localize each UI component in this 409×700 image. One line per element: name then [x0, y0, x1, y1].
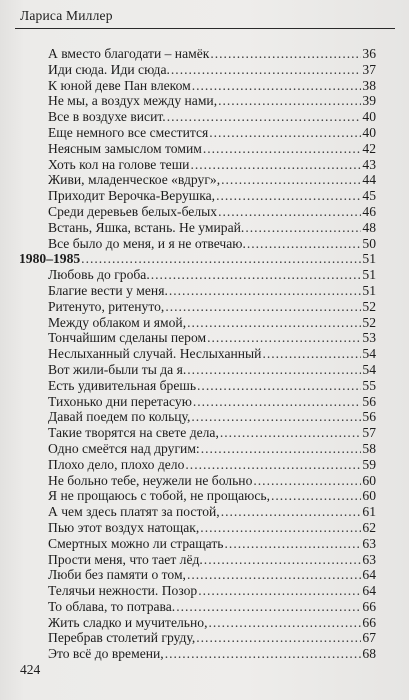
- entry-title: Жить сладко и мучительно,: [48, 614, 208, 630]
- entry-title: Я не прощаюсь с тобой, не прощаюсь,: [48, 488, 270, 504]
- entry-title: Встань, Яшка, встань. Не умирай.: [48, 219, 245, 235]
- entry-page-number: 62: [362, 519, 376, 535]
- toc-entry: [48, 552, 376, 568]
- entry-page-number: 46: [362, 203, 376, 219]
- entry-title: Все в воздухе висит.: [48, 109, 166, 125]
- running-head: Лариса Миллер: [20, 8, 113, 23]
- dot-leader: [207, 330, 361, 346]
- entry-title: Давай поедем по кольцу,: [48, 409, 191, 425]
- toc-entry: [48, 394, 376, 410]
- entry-page-number: 42: [362, 140, 376, 156]
- dot-leader: [165, 646, 361, 662]
- toc-entry: [48, 457, 376, 473]
- dot-leader: [185, 457, 361, 473]
- toc-entry: [48, 362, 376, 378]
- toc-entry: [48, 236, 376, 252]
- toc-entry: [48, 599, 376, 615]
- toc-entry: [48, 109, 376, 125]
- entry-page-number: 67: [362, 630, 376, 646]
- dot-leader: [196, 630, 361, 646]
- entry-page-number: 52: [362, 298, 376, 314]
- entry-title: А вместо благодати – намёк: [48, 46, 210, 61]
- toc-entry: [48, 283, 376, 299]
- toc-entry: [48, 125, 376, 141]
- entry-title: Тончайшим сделаны пером: [48, 330, 207, 346]
- dot-leader: [187, 315, 361, 331]
- dot-leader: [197, 378, 361, 394]
- toc-entry: [48, 630, 376, 646]
- entry-title: Среди деревьев белых-белых: [48, 203, 218, 219]
- entry-page-number: 55: [362, 377, 376, 393]
- dot-leader: [187, 362, 361, 378]
- toc-entry: [48, 378, 376, 394]
- entry-page-number: 60: [362, 488, 376, 504]
- dot-leader: [203, 141, 361, 157]
- entry-page-number: 58: [362, 440, 376, 456]
- dot-leader: [208, 615, 361, 631]
- header-rule: [15, 28, 395, 29]
- entry-page-number: 50: [362, 235, 376, 251]
- dot-leader: [187, 567, 361, 583]
- entry-title: Живи, младенческое «вдруг»,: [48, 172, 221, 188]
- toc-entry: [48, 567, 376, 583]
- dot-leader: [192, 78, 361, 94]
- dot-leader: [220, 425, 361, 441]
- toc-entry: [48, 93, 376, 109]
- entry-page-number: 54: [362, 346, 376, 362]
- section-title: 1980–1985: [19, 251, 81, 267]
- entry-page-number: 45: [362, 188, 376, 204]
- dot-leader: [253, 473, 361, 489]
- entry-title: Еще немного все сместится: [48, 124, 209, 140]
- toc-entry: [48, 204, 376, 220]
- entry-page-number: 63: [362, 551, 376, 567]
- toc-entry: [48, 583, 376, 599]
- toc-entry: [48, 78, 376, 94]
- dot-leader: [204, 552, 361, 568]
- entry-title: А чем здесь платят за постой,: [48, 504, 220, 520]
- toc-entry: [48, 536, 376, 552]
- entry-page-number: 40: [362, 109, 376, 125]
- toc-entry: [48, 299, 376, 315]
- toc-entry: [48, 409, 376, 425]
- entry-page-number: 43: [362, 156, 376, 172]
- toc-entry: [48, 425, 376, 441]
- dot-leader: [262, 346, 361, 362]
- entry-title: Такие творятся на свете дела,: [48, 425, 219, 441]
- table-of-contents: [19, 46, 376, 662]
- entry-title: К юной деве Пан влеком: [48, 77, 191, 93]
- entry-title: Телячьи нежности. Позор: [48, 583, 198, 599]
- dot-leader: [209, 125, 361, 141]
- toc-entry: [48, 157, 376, 173]
- entry-page-number: 36: [362, 46, 376, 61]
- dot-leader: [190, 157, 361, 173]
- entry-page-number: 59: [362, 456, 376, 472]
- entry-title: Одно смеётся над другим:: [48, 440, 200, 456]
- dot-leader: [151, 267, 361, 283]
- dot-leader: [171, 62, 361, 78]
- toc-entry: [48, 646, 376, 662]
- entry-title: Ритенуто, ритенуто,: [48, 298, 165, 314]
- entry-title: Смертных можно ли стращать: [48, 535, 224, 551]
- entry-title: Плохо дело, плохо дело: [48, 456, 185, 472]
- entry-page-number: 44: [362, 172, 376, 188]
- entry-page-number: 53: [362, 330, 376, 346]
- entry-page-number: 56: [362, 393, 376, 409]
- entry-title: Хоть кол на голове теши: [48, 156, 190, 172]
- entry-page-number: 51: [362, 251, 376, 267]
- entry-title: Все было до меня, и я не отвечаю.: [48, 235, 246, 251]
- entry-title: Люби без памяти о том,: [48, 567, 186, 583]
- dot-leader: [167, 109, 361, 125]
- toc-entry: [48, 172, 376, 188]
- dot-leader: [216, 188, 361, 204]
- entry-page-number: 39: [362, 93, 376, 109]
- toc-entry: [48, 46, 376, 62]
- entry-title: Благие вести у меня.: [48, 282, 168, 298]
- entry-title: Неясным замыслом томим: [48, 140, 202, 156]
- entry-title: Между облаком и ямой,: [48, 314, 187, 330]
- entry-page-number: 37: [362, 61, 376, 77]
- dot-leader: [169, 283, 361, 299]
- toc-entry: [48, 62, 376, 78]
- entry-page-number: 60: [362, 472, 376, 488]
- toc-entry: [48, 488, 376, 504]
- dot-leader: [221, 172, 361, 188]
- entry-page-number: 51: [362, 267, 376, 283]
- toc-entry: [48, 220, 376, 236]
- dot-leader: [176, 599, 361, 615]
- dot-leader: [193, 394, 361, 410]
- entry-page-number: 38: [362, 77, 376, 93]
- toc-entry: [48, 520, 376, 536]
- dot-leader: [191, 409, 361, 425]
- entry-page-number: 40: [362, 124, 376, 140]
- entry-page-number: 51: [362, 282, 376, 298]
- entry-page-number: 48: [362, 219, 376, 235]
- entry-page-number: 66: [362, 598, 376, 614]
- entry-title: Не больно тебе, неужели не больно: [48, 472, 253, 488]
- toc-entry: [48, 473, 376, 489]
- entry-title: Перебрав столетий груду,: [48, 630, 196, 646]
- dot-leader: [247, 236, 361, 252]
- entry-page-number: 64: [362, 583, 376, 599]
- toc-entry: [48, 315, 376, 331]
- toc-entry: [48, 615, 376, 631]
- entry-title: То облава, то потрава.: [48, 598, 176, 614]
- toc-entry: [48, 346, 376, 362]
- toc-entry: [48, 441, 376, 457]
- entry-title: Пью этот воздух натощак,: [48, 519, 200, 535]
- dot-leader: [221, 504, 361, 520]
- entry-title: Тихонько дни перетасую: [48, 393, 192, 409]
- dot-leader: [225, 536, 361, 552]
- toc-entry: [48, 188, 376, 204]
- entry-title: Это всё до времени,: [48, 646, 164, 662]
- entry-page-number: 63: [362, 535, 376, 551]
- entry-title: Вот жили-были ты да я.: [48, 361, 187, 377]
- toc-entry: [48, 330, 376, 346]
- entry-title: Неслыханный случай. Неслыханный: [48, 346, 262, 362]
- dot-leader: [271, 488, 361, 504]
- entry-page-number: 61: [362, 504, 376, 520]
- entry-title: Иди сюда. Иди сюда.: [48, 61, 170, 77]
- dot-leader: [201, 441, 361, 457]
- dot-leader: [210, 46, 361, 62]
- page-number: 424: [20, 662, 41, 677]
- dot-leader: [218, 204, 361, 220]
- entry-title: Не мы, а воздух между нами,: [48, 93, 218, 109]
- entry-page-number: 56: [362, 409, 376, 425]
- entry-page-number: 52: [362, 314, 376, 330]
- dot-leader: [218, 93, 361, 109]
- dot-leader: [245, 220, 361, 236]
- section-heading: [19, 251, 376, 267]
- entry-page-number: 57: [362, 425, 376, 441]
- entry-title: Есть удивительная брешь: [48, 377, 197, 393]
- entry-title: Приходит Верочка-Верушка,: [48, 188, 216, 204]
- entry-page-number: 54: [362, 361, 376, 377]
- toc-entry: [48, 504, 376, 520]
- dot-leader: [165, 299, 361, 315]
- dot-leader: [200, 520, 361, 536]
- dot-leader: [198, 583, 361, 599]
- toc-entry: [48, 267, 376, 283]
- entry-page-number: 68: [362, 646, 376, 662]
- toc-entry: [48, 141, 376, 157]
- entry-page-number: 66: [362, 614, 376, 630]
- dot-leader: [81, 251, 361, 267]
- entry-page-number: 64: [362, 567, 376, 583]
- entry-title: Прости меня, что тает лёд.: [48, 551, 203, 567]
- entry-title: Любовь до гроба.: [48, 267, 150, 283]
